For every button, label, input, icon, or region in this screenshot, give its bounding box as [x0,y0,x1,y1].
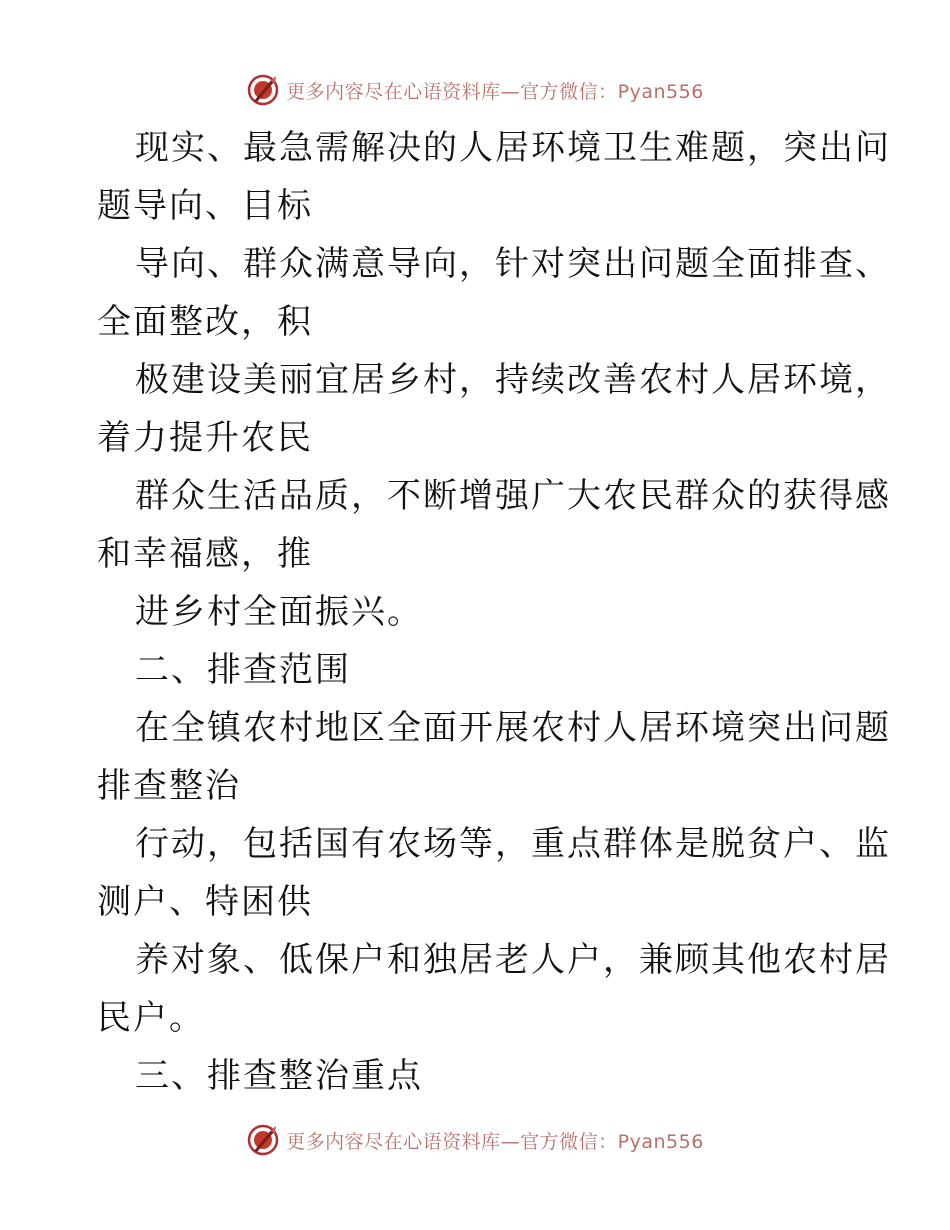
watermark-text: 更多内容尽在心语资料库—官方微信：Pyan556 [286,80,704,103]
text-line: 现实、最急需解决的人居环境卫生难题，突出问 [135,128,891,168]
text-line: 行动，包括国有农场等，重点群体是脱贫户、监 [135,824,891,864]
quill-logo-icon [246,73,280,107]
header-watermark [0,70,950,110]
text-line: 在全镇农村地区全面开展农村人居环境突出问题 [135,708,891,748]
text-line: 着力提升农民 [97,418,313,458]
text-line: 测户、特困供 [97,882,313,922]
text-line: 养对象、低保户和独居老人户，兼顾其他农村居 [135,940,891,980]
text-line: 导向、群众满意导向，针对突出问题全面排查、 [135,244,891,284]
text-line: 极建设美丽宜居乡村，持续改善农村人居环境， [135,360,891,400]
footer-watermark [0,1120,950,1160]
text-line: 排查整治 [97,766,241,806]
text-line: 进乡村全面振兴。 [135,592,423,632]
text-line: 和幸福感，推 [97,534,313,574]
section-heading: 二、排查范围 [135,650,351,690]
watermark-text: 更多内容尽在心语资料库—官方微信：Pyan556 [286,1130,704,1153]
section-heading: 三、排查整治重点 [135,1056,423,1096]
quill-logo-icon [246,1123,280,1157]
text-line: 全面整改，积 [97,302,313,342]
text-line: 民户。 [97,998,205,1038]
text-line: 群众生活品质，不断增强广大农民群众的获得感 [135,476,891,516]
text-line: 题导向、目标 [97,186,313,226]
